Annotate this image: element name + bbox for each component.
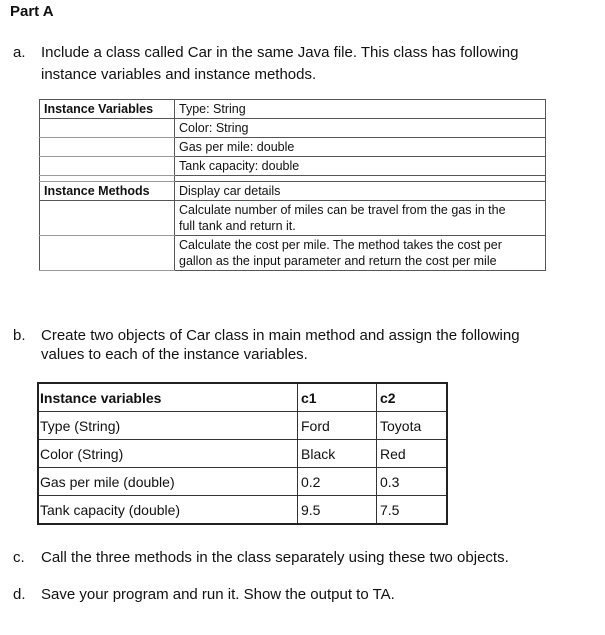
table-row <box>40 236 546 271</box>
item-b-line2: values to each of the instance variables. <box>41 346 308 363</box>
part-heading: Part A <box>10 3 54 20</box>
variable-cell: Tank capacity: double <box>175 157 546 176</box>
table-row: Tank capacity (double) 9.5 7.5 <box>38 496 447 525</box>
variable-cell: Color: String <box>175 119 546 138</box>
instance-variables-label: Instance Variables <box>40 100 175 119</box>
item-d-marker: d. <box>13 586 26 603</box>
instance-methods-label: Instance Methods <box>40 182 175 201</box>
item-d <box>13 584 598 606</box>
item-c-marker: c. <box>13 549 25 566</box>
table-row <box>40 201 546 236</box>
table-row: Type (String) Ford Toyota <box>38 412 447 440</box>
item-b <box>13 326 598 370</box>
column-header: c2 <box>377 383 448 412</box>
method-cell: Display car details <box>175 182 546 201</box>
variable-cell: Type: String <box>175 100 546 119</box>
table-header-row <box>38 383 447 412</box>
table-row <box>40 119 546 138</box>
method-cell: Calculate number of miles can be travel from the gas in the full tank and return it. <box>175 201 546 236</box>
class-members-table <box>39 99 546 271</box>
table-row: Gas per mile (double) 0.2 0.3 <box>38 468 447 496</box>
item-a <box>13 42 598 88</box>
item-a-line2: instance variables and instance methods. <box>41 66 317 83</box>
column-header: c1 <box>298 383 377 412</box>
table-row <box>40 157 546 176</box>
variable-cell: Gas per mile: double <box>175 138 546 157</box>
item-a-line1: Include a class called Car in the same Java file. This class has following <box>41 44 519 61</box>
method-cell: Calculate the cost per mile. The method takes the cost per gallon as the input parameter and return the cost per mile <box>175 236 546 271</box>
item-b-line1: Create two objects of Car class in main method and assign the following <box>41 327 520 344</box>
item-c <box>13 547 598 569</box>
item-b-marker: b. <box>13 327 26 344</box>
object-values-table <box>37 382 448 525</box>
table-row <box>40 100 546 119</box>
item-a-marker: a. <box>13 44 26 61</box>
item-d-text: Save your program and run it. Show the output to TA. <box>41 586 395 603</box>
item-c-text: Call the three methods in the class separately using these two objects. <box>41 549 509 566</box>
table-row <box>40 138 546 157</box>
table-row: Color (String) Black Red <box>38 440 447 468</box>
column-header: Instance variables <box>38 383 298 412</box>
table-row <box>40 182 546 201</box>
